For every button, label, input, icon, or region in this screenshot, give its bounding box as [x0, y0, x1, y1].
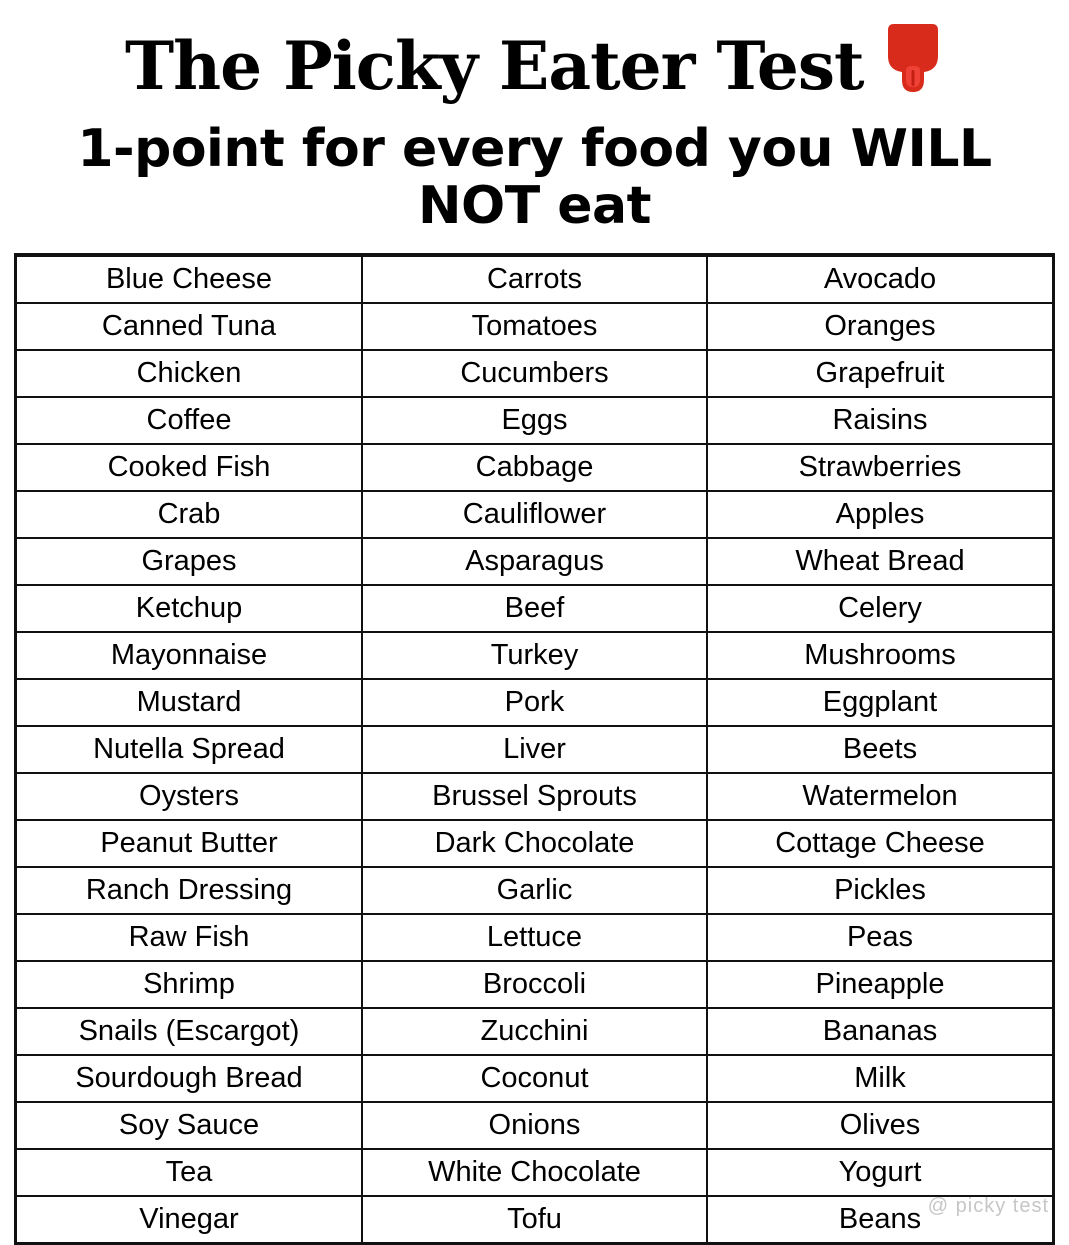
food-cell[interactable]: Watermelon — [707, 773, 1052, 820]
table-row — [17, 632, 1052, 679]
tongue-icon — [882, 22, 944, 101]
table-row — [17, 1008, 1052, 1055]
food-cell[interactable]: Crab — [17, 491, 362, 538]
foods-table-body — [17, 257, 1052, 1242]
table-row — [17, 538, 1052, 585]
table-row — [17, 679, 1052, 726]
food-cell[interactable]: Peas — [707, 914, 1052, 961]
table-row — [17, 961, 1052, 1008]
food-cell[interactable]: Chicken — [17, 350, 362, 397]
table-row — [17, 257, 1052, 303]
food-cell[interactable]: Blue Cheese — [17, 257, 362, 303]
food-cell[interactable]: Beef — [362, 585, 707, 632]
food-cell[interactable]: Lettuce — [362, 914, 707, 961]
food-cell[interactable]: White Chocolate — [362, 1149, 707, 1196]
food-cell[interactable]: Cauliflower — [362, 491, 707, 538]
food-cell[interactable]: Onions — [362, 1102, 707, 1149]
food-cell[interactable]: Raisins — [707, 397, 1052, 444]
food-cell[interactable]: Cottage Cheese — [707, 820, 1052, 867]
food-cell[interactable]: Garlic — [362, 867, 707, 914]
table-row — [17, 1196, 1052, 1242]
food-cell[interactable]: Pickles — [707, 867, 1052, 914]
food-cell[interactable]: Mushrooms — [707, 632, 1052, 679]
table-row — [17, 867, 1052, 914]
food-cell[interactable]: Oysters — [17, 773, 362, 820]
table-row — [17, 350, 1052, 397]
foods-table-container — [14, 253, 1055, 1245]
food-cell[interactable]: Shrimp — [17, 961, 362, 1008]
table-row — [17, 585, 1052, 632]
food-cell[interactable]: Grapes — [17, 538, 362, 585]
food-cell[interactable]: Coffee — [17, 397, 362, 444]
food-cell[interactable]: Broccoli — [362, 961, 707, 1008]
food-cell[interactable]: Apples — [707, 491, 1052, 538]
table-row — [17, 773, 1052, 820]
food-cell[interactable]: Oranges — [707, 303, 1052, 350]
food-cell[interactable]: Avocado — [707, 257, 1052, 303]
food-cell[interactable]: Pork — [362, 679, 707, 726]
food-cell[interactable]: Vinegar — [17, 1196, 362, 1242]
table-row — [17, 303, 1052, 350]
food-cell[interactable]: Carrots — [362, 257, 707, 303]
food-cell[interactable]: Yogurt — [707, 1149, 1052, 1196]
food-cell[interactable]: Mustard — [17, 679, 362, 726]
food-cell[interactable]: Nutella Spread — [17, 726, 362, 773]
header — [0, 0, 1069, 235]
food-cell[interactable]: Coconut — [362, 1055, 707, 1102]
food-cell[interactable]: Asparagus — [362, 538, 707, 585]
food-cell[interactable]: Brussel Sprouts — [362, 773, 707, 820]
food-cell[interactable]: Dark Chocolate — [362, 820, 707, 867]
table-row — [17, 491, 1052, 538]
watermark: @ picky test — [927, 1195, 1049, 1217]
food-cell[interactable]: Cabbage — [362, 444, 707, 491]
food-cell[interactable]: Raw Fish — [17, 914, 362, 961]
food-cell[interactable]: Strawberries — [707, 444, 1052, 491]
page-subtitle: 1-point for every food you WILL NOT eat — [77, 119, 992, 237]
food-cell[interactable]: Liver — [362, 726, 707, 773]
food-cell[interactable]: Sourdough Bread — [17, 1055, 362, 1102]
table-row — [17, 726, 1052, 773]
food-cell[interactable]: Milk — [707, 1055, 1052, 1102]
food-cell[interactable]: Ranch Dressing — [17, 867, 362, 914]
food-cell[interactable]: Cucumbers — [362, 350, 707, 397]
table-row — [17, 1055, 1052, 1102]
table-row — [17, 914, 1052, 961]
table-row — [17, 444, 1052, 491]
food-cell[interactable]: Cooked Fish — [17, 444, 362, 491]
food-cell[interactable]: Tea — [17, 1149, 362, 1196]
table-row — [17, 397, 1052, 444]
food-cell[interactable]: Canned Tuna — [17, 303, 362, 350]
food-cell[interactable]: Tofu — [362, 1196, 707, 1242]
food-cell[interactable]: Soy Sauce — [17, 1102, 362, 1149]
food-cell[interactable]: Tomatoes — [362, 303, 707, 350]
foods-table — [17, 257, 1052, 1242]
food-cell[interactable]: Ketchup — [17, 585, 362, 632]
food-cell[interactable]: Beets — [707, 726, 1052, 773]
food-cell[interactable]: Eggs — [362, 397, 707, 444]
table-row — [17, 1149, 1052, 1196]
table-row — [17, 820, 1052, 867]
food-cell[interactable]: Eggplant — [707, 679, 1052, 726]
table-row — [17, 1102, 1052, 1149]
food-cell[interactable]: Beans — [707, 1196, 1052, 1242]
food-cell[interactable]: Pineapple — [707, 961, 1052, 1008]
food-cell[interactable]: Mayonnaise — [17, 632, 362, 679]
food-cell[interactable]: Zucchini — [362, 1008, 707, 1055]
food-cell[interactable]: Olives — [707, 1102, 1052, 1149]
food-cell[interactable]: Celery — [707, 585, 1052, 632]
food-cell[interactable]: Peanut Butter — [17, 820, 362, 867]
food-cell[interactable]: Turkey — [362, 632, 707, 679]
food-cell[interactable]: Bananas — [707, 1008, 1052, 1055]
page-title: The Picky Eater Test — [125, 26, 864, 105]
food-cell[interactable]: Snails (Escargot) — [17, 1008, 362, 1055]
food-cell[interactable]: Grapefruit — [707, 350, 1052, 397]
food-cell[interactable]: Wheat Bread — [707, 538, 1052, 585]
